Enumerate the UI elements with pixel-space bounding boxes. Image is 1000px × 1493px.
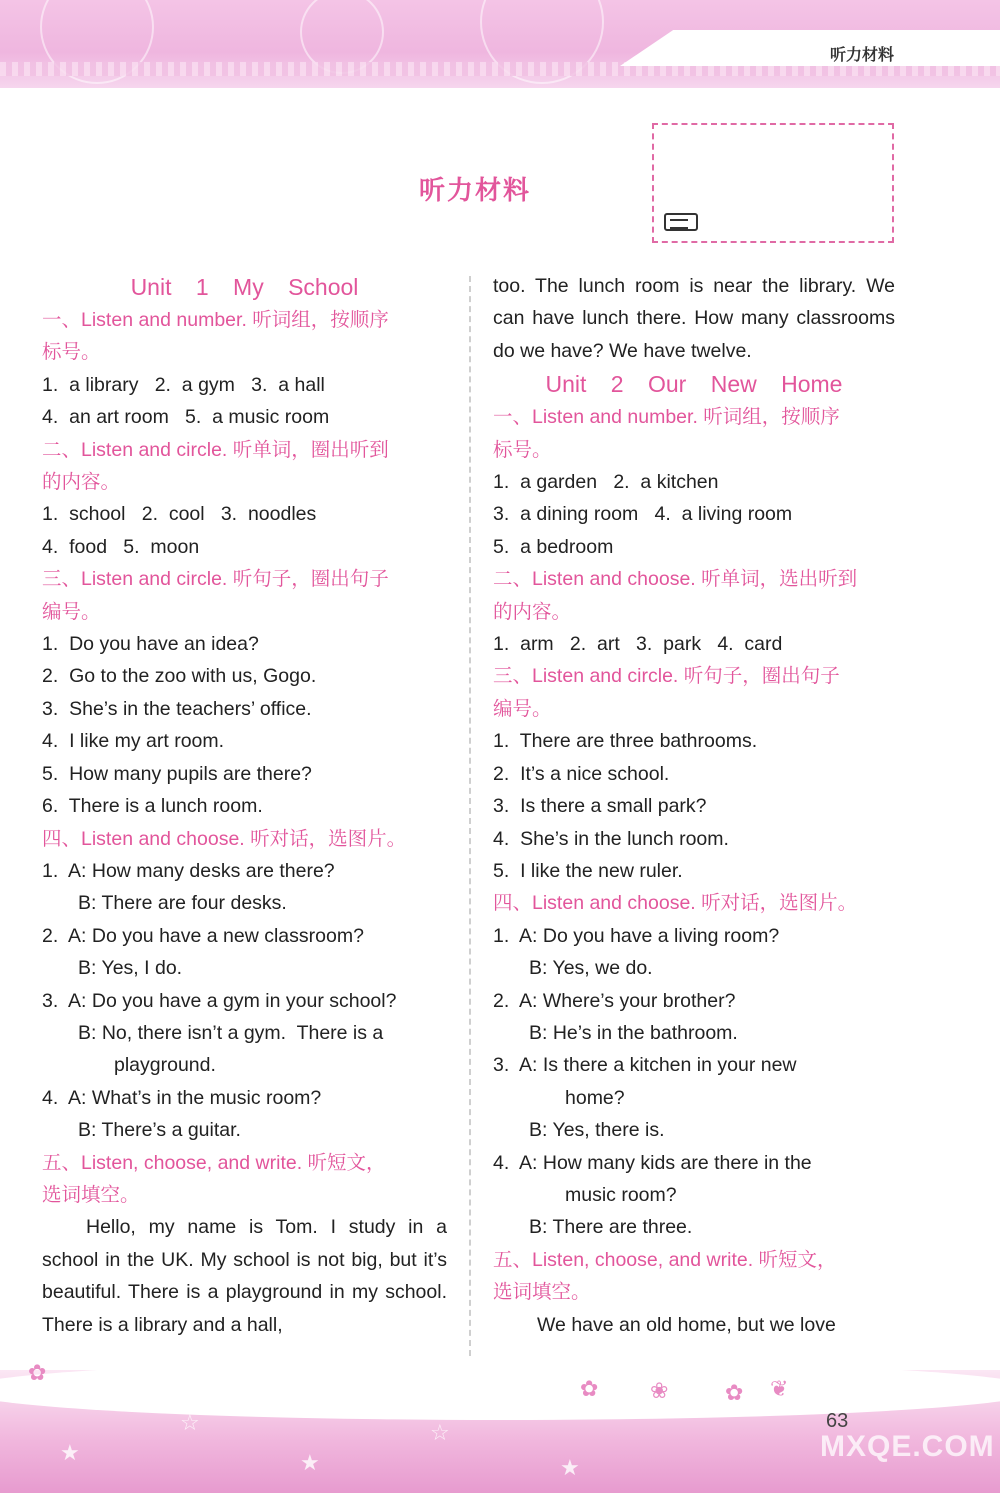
sentence-row: 5. How many pupils are there?: [42, 762, 312, 785]
section-title: 五、Listen, choose, and write. 听短文， 选词填空。: [42, 1151, 386, 1206]
unit-title: Unit 1 My School: [130, 274, 359, 300]
running-header: 听力材料: [829, 45, 894, 64]
flower-icon: ✿: [580, 1376, 599, 1401]
dialog-line: 4. A: How many kids are there in the: [493, 1151, 812, 1174]
star-icon: ★: [560, 1455, 580, 1480]
header-tab: [620, 30, 1000, 66]
section-title: 一、Listen and number. 听词组，按顺序 标号。: [42, 309, 389, 364]
right-column: [493, 270, 895, 1341]
stamp-box: [652, 123, 894, 243]
section-title: 三、Listen and circle. 听句子，圈出句子 编号。: [493, 665, 840, 720]
sentence-row: 3. She’s in the teachers’ office.: [42, 697, 312, 720]
dialog-line: B: He’s in the bathroom.: [529, 1021, 738, 1044]
flower-icon: ✿: [28, 1360, 47, 1385]
star-icon: ☆: [430, 1420, 450, 1445]
answer-row: 1. a library 2. a gym 3. a hall: [42, 373, 325, 396]
answer-row: 1. a garden 2. a kitchen: [493, 471, 719, 494]
star-icon: ★: [300, 1450, 320, 1475]
sentence-row: 4. I like my art room.: [42, 730, 225, 753]
star-icon: ★: [60, 1440, 80, 1465]
answer-row: 1. arm 2. art 3. park 4. card: [493, 633, 783, 656]
flower-icon: ✿: [725, 1380, 744, 1405]
dialog-line: B: There’s a guitar.: [78, 1119, 241, 1142]
sentence-row: 1. There are three bathrooms.: [493, 730, 758, 753]
section-title: 四、Listen and choose. 听对话，选图片。: [493, 892, 858, 915]
dialog-line: music room?: [565, 1183, 677, 1206]
dialog-line: B: Yes, there is.: [529, 1119, 665, 1142]
dialog-line: 4. A: What’s in the music room?: [42, 1086, 322, 1109]
answer-row: 4. food 5. moon: [42, 535, 200, 558]
dialog-line: 1. A: Do you have a living room?: [493, 924, 780, 947]
section-title: 二、Listen and choose. 听单词，选出听到 的内容。: [493, 568, 858, 623]
sentence-row: 2. It’s a nice school.: [493, 762, 670, 785]
dialog-line: 2. A: Do you have a new classroom?: [42, 924, 364, 947]
dialog-line: B: No, there isn’t a gym. There is a: [78, 1021, 384, 1044]
unit-title: Unit 2 Our New Home: [545, 371, 843, 398]
dialog-line: playground.: [114, 1054, 216, 1077]
page-number: 63: [826, 1410, 849, 1432]
dialog-line: B: Yes, I do.: [78, 957, 183, 980]
answer-row: 3. a dining room 4. a living room: [493, 503, 793, 526]
section-title: 三、Listen and circle. 听句子，圈出句子 编号。: [42, 568, 389, 623]
page-title: 听力材料: [418, 176, 531, 206]
dialog-line: 1. A: How many desks are there?: [42, 859, 335, 882]
column-divider: [469, 276, 471, 1356]
sentence-row: 6. There is a lunch room.: [42, 795, 263, 818]
section-title: 五、Listen, choose, and write. 听短文， 选词填空。: [493, 1248, 837, 1304]
dialog-line: B: Yes, we do.: [529, 957, 653, 980]
card-icon: [664, 213, 698, 231]
dialog-line: B: There are four desks.: [78, 892, 287, 915]
left-column: [42, 270, 447, 1341]
dialog-line: 3. A: Do you have a gym in your school?: [42, 989, 397, 1012]
dialog-line: 2. A: Where’s your brother?: [493, 989, 736, 1012]
passage-text: Hello, my name is Tom. I study in a school in the UK. My school is not big, but it’s beautiful. There is a playground in my school. There is a library and a hall,: [42, 1216, 447, 1336]
flower-icon: ❀: [650, 1378, 669, 1403]
sentence-row: 4. She’s in the lunch room.: [493, 827, 729, 850]
sentence-row: 2. Go to the zoo with us, Gogo.: [42, 665, 317, 688]
answer-row: 5. a bedroom: [493, 535, 614, 558]
section-title: 二、Listen and circle. 听单词，圈出听到 的内容。: [42, 438, 389, 494]
sentence-row: 3. Is there a small park?: [493, 795, 707, 818]
sentence-row: 1. Do you have an idea?: [42, 633, 259, 656]
section-title: 四、Listen and choose. 听对话，选图片。: [42, 827, 407, 850]
butterfly-icon: ❦: [770, 1376, 789, 1401]
passage-text: We have an old home, but we love: [537, 1313, 836, 1336]
watermark: MXQE.COM: [820, 1430, 995, 1463]
answer-row: 1. school 2. cool 3. noodles: [42, 503, 317, 526]
passage-text: too. The lunch room is near the library. We can have lunch there. How many classrooms do we have? We have twelve.: [493, 275, 895, 362]
dialog-line: 3. A: Is there a kitchen in your new: [493, 1054, 797, 1077]
footer-wave: [0, 1360, 1000, 1420]
answer-row: 4. an art room 5. a music room: [42, 406, 330, 429]
dialog-line: home?: [565, 1086, 625, 1109]
sentence-row: 5. I like the new ruler.: [493, 859, 683, 882]
star-icon: ☆: [180, 1410, 200, 1435]
section-title: 一、Listen and number. 听词组，按顺序 标号。: [493, 406, 840, 461]
dialog-line: B: There are three.: [529, 1216, 693, 1239]
